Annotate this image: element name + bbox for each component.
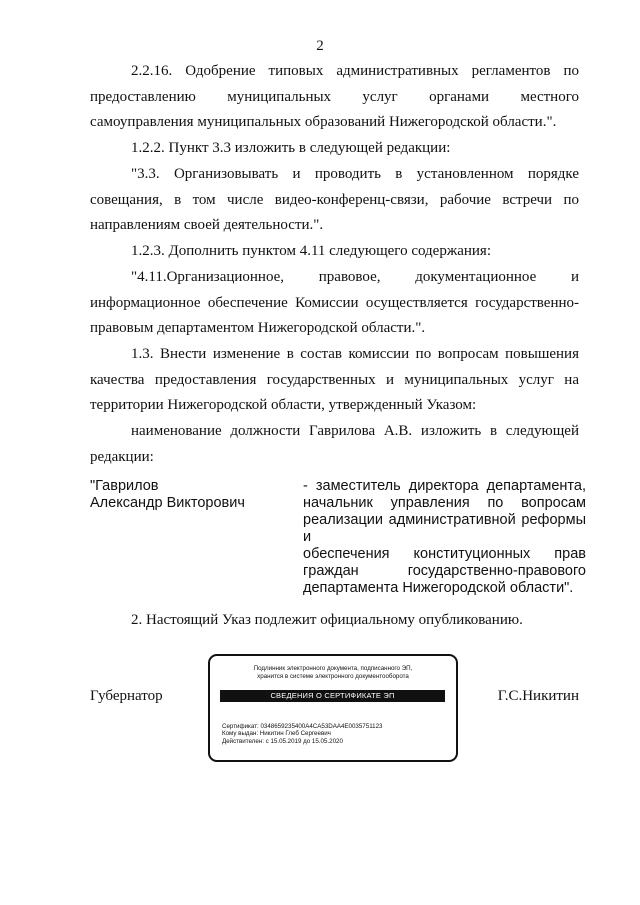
- paragraph-line: качества предоставления государственных и муниципальных услуг на: [90, 371, 579, 388]
- signature-position: Губернатор: [90, 688, 163, 704]
- paragraph-3-3: "3.3. Организовывать и проводить в установленном порядке: [131, 166, 579, 182]
- paragraph-line: информационное обеспечение Комиссии осуществляется государственно-: [90, 294, 579, 311]
- stamp-issued-to: Кому выдан: Никитин Глеб Сергеевич: [222, 730, 331, 738]
- role-line: - заместитель директора департамента,: [303, 478, 586, 494]
- stamp-notice-line: хранится в системе электронного документооборота: [257, 673, 409, 680]
- paragraph-2-2-16: [90, 59, 579, 85]
- paragraph-4-11: "4.11.Организационное, правовое, документационное и: [131, 269, 579, 285]
- paragraph-line: правовым департаментом Нижегородской области.".: [90, 320, 426, 336]
- role-line: департамента Нижегородской области".: [303, 580, 574, 596]
- role-line: обеспечения конституционных прав: [303, 546, 586, 562]
- paragraph-line: самоуправления муниципальных образований Нижегородской области.".: [90, 114, 557, 130]
- stamp-header: СВЕДЕНИЯ О СЕРТИФИКАТЕ ЭП: [220, 690, 445, 702]
- role-line: начальник управления по вопросам: [303, 495, 586, 511]
- member-name: [90, 478, 245, 512]
- signature-name: Г.С.Никитин: [497, 688, 579, 704]
- page-number: 2: [316, 38, 324, 54]
- paragraph-line: направлениям своей деятельности.".: [90, 217, 324, 233]
- stamp-valid: Действителен: с 15.05.2019 до 15.05.2020: [222, 737, 343, 745]
- stamp-notice-line: Подлинник электронного документа, подписанного ЭП,: [253, 665, 413, 672]
- paragraph-line: территории Нижегородской области, утвержденный Указом:: [90, 397, 477, 413]
- role-line: реализации административной реформы и: [303, 512, 586, 545]
- member-role: [303, 478, 586, 597]
- stamp-certificate: Сертификат: 0348659235400A4CA53DAA4E0035751123: [222, 723, 383, 730]
- stamp-certificate-info: [222, 723, 383, 745]
- paragraph-position-name: наименование должности Гаврилова А.В. изложить в следующей: [131, 423, 579, 439]
- paragraph-line: 2.2.16. Одобрение типовых административных регламентов по: [131, 63, 579, 79]
- paragraph-publication: 2. Настоящий Указ подлежит официальному опубликованию.: [131, 612, 523, 628]
- stamp-notice: [210, 665, 456, 681]
- electronic-signature-stamp: [208, 654, 458, 762]
- paragraph-1-3: 1.3. Внести изменение в состав комиссии по вопросам повышения: [131, 346, 579, 362]
- paragraph-line: предоставлению муниципальных услуг органами местного: [90, 88, 579, 105]
- paragraph-line: совещания, в том числе видео-конференц-связи, рабочие встречи по: [90, 191, 579, 208]
- role-line: граждан государственно-правового: [303, 563, 586, 579]
- member-given-names: Александр Викторович: [90, 495, 245, 511]
- paragraph-1-2-2: 1.2.2. Пункт 3.3 изложить в следующей редакции:: [131, 140, 451, 156]
- member-surname: "Гаврилов: [90, 478, 159, 494]
- paragraph-line: редакции:: [90, 448, 154, 465]
- paragraph-1-2-3: 1.2.3. Дополнить пунктом 4.11 следующего содержания:: [131, 243, 491, 259]
